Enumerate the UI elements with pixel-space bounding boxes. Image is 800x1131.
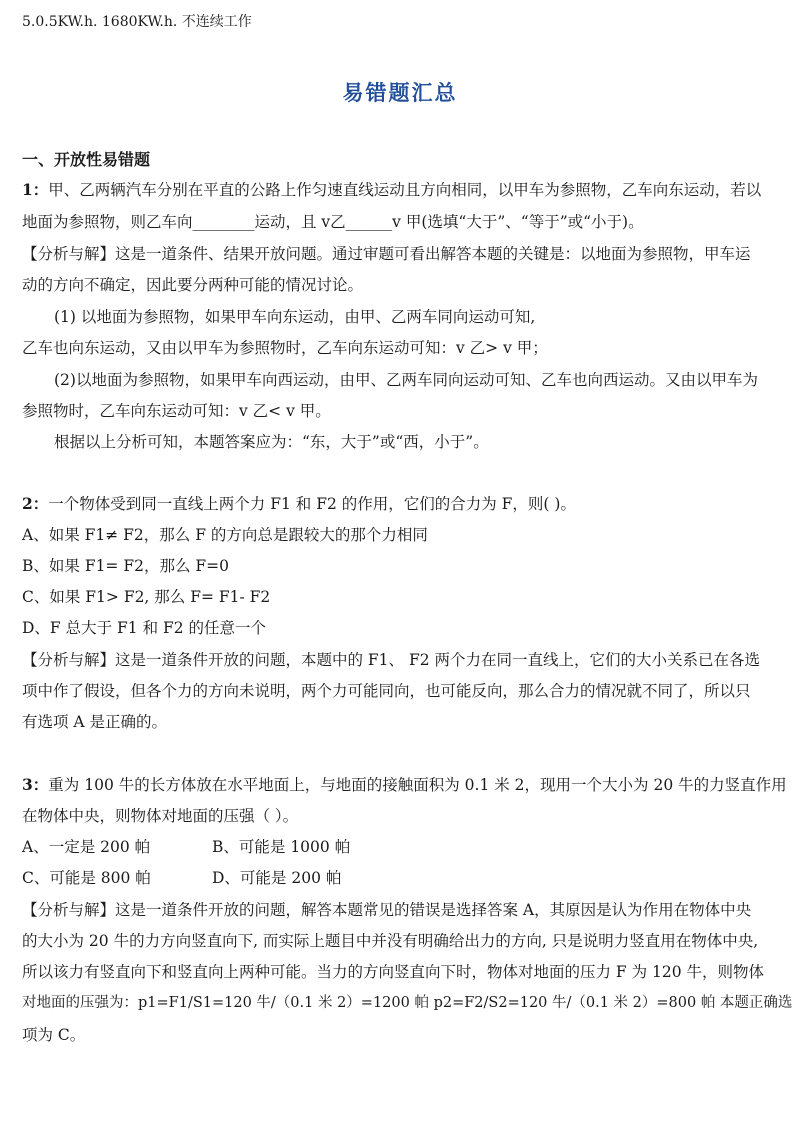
q3-number: 3： <box>22 775 49 794</box>
q3-option-b: B、可能是 1000 帕 <box>212 838 351 856</box>
q1-stem1: 甲、乙两辆汽车分别在平直的公路上作匀速直线运动且方向相同，以甲车为参照物，乙车向东运动，若以 <box>48 181 762 199</box>
q2-stem <box>22 494 576 514</box>
q1-line2: 地面为参照物，则乙车向________运动，且 v乙______v 甲(选填“大于”、“等于”或“小于)。 <box>22 213 644 231</box>
q1-analysis1: 【分析与解】这是一道条件、结果开放问题。通过审题可看出解答本题的关键是：以地面为参照物，甲车运 <box>22 245 751 263</box>
q2-analysis3: 有选项 A 是正确的。 <box>22 713 168 731</box>
q3-analysis2: 的大小为 20 牛的力方向竖直向下, 而实际上题目中并没有明确给出力的方向, 只是说明力竖直用在物体中央, <box>22 932 759 950</box>
q3-stem1-text: 重为 100 牛的长方体放在水平地面上，与地面的接触面积为 0.1 米 2，现用一个大小为 20 牛的力竖直作用 <box>48 776 787 794</box>
q1-number: 1： <box>22 180 49 199</box>
q1-answer: 根据以上分析可知，本题答案应为：“东，大于”或“西，小于”。 <box>54 433 489 451</box>
page-title: 易错题汇总 <box>342 80 458 105</box>
q3-stem1 <box>22 775 787 795</box>
q1-line1 <box>22 180 761 200</box>
q1-analysis2: 动的方向不确定，因此要分两种可能的情况讨论。 <box>22 276 364 294</box>
q2-option-d: D、F 总大于 F1 和 F2 的任意一个 <box>22 619 267 637</box>
q2-stem-text: 一个物体受到同一直线上两个力 F1 和 F2 的作用，它们的合力为 F，则( )。 <box>48 495 576 513</box>
q1-case1b: 乙车也向东运动，又由以甲车为参照物时，乙车向东运动可知：v 乙> v 甲； <box>22 339 548 357</box>
q3-options-row2 <box>22 868 341 888</box>
q3-analysis1: 【分析与解】这是一道条件开放的问题，解答本题常见的错误是选择答案 A，其原因是认为作用在物体中央 <box>22 901 752 919</box>
q2-option-a: A、如果 F1≠ F2，那么 F 的方向总是跟较大的那个力相同 <box>22 526 428 544</box>
q3-option-c: C、可能是 800 帕 <box>22 869 151 887</box>
q2-option-b: B、如果 F1= F2，那么 F=0 <box>22 557 229 575</box>
q1-case2b: 参照物时，乙车向东运动可知：v 乙< v 甲。 <box>22 402 331 420</box>
q3-option-d: D、可能是 200 帕 <box>212 869 342 887</box>
q3-stem2: 在物体中央，则物体对地面的压强（ ）。 <box>22 807 299 825</box>
q3-analysis5: 项为 C。 <box>22 1026 86 1044</box>
q3-option-a: A、一定是 200 帕 <box>22 838 151 856</box>
q1-case1a: (1) 以地面为参照物，如果甲车向东运动，由甲、乙两车同向运动可知, <box>54 308 536 326</box>
section-heading: 一、开放性易错题 <box>22 150 151 169</box>
q2-number: 2： <box>22 494 49 513</box>
q2-option-c: C、如果 F1> F2, 那么 F= F1- F2 <box>22 588 271 606</box>
q1-case2a: (2)以地面为参照物，如果甲车向西运动，由甲、乙两车同向运动可知、乙车也向西运动。又由以甲车为 <box>54 371 758 389</box>
q3-options-row1 <box>22 837 350 857</box>
q2-analysis2: 项中作了假设，但各个力的方向未说明，两个力可能同向，也可能反向，那么合力的情况就不同了，所以只 <box>22 682 751 700</box>
header-line: 5.0.5KW.h. 1680KW.h. 不连续工作 <box>22 14 252 30</box>
q3-analysis3: 所以该力有竖直向下和竖直向上两种可能。当力的方向竖直向下时，物体对地面的压力 F 为 120 牛，则物体 <box>22 963 765 981</box>
q3-analysis4: 对地面的压强为：p1=F1/S1=120 牛/（0.1 米 2）=1200 帕 p2=F2/S2=120 牛/（0.1 米 2）=800 帕 本题正确选 <box>22 995 793 1011</box>
q2-analysis1: 【分析与解】这是一道条件开放的问题，本题中的 F1、 F2 两个力在同一直线上，它们的大小关系已在各选 <box>22 651 761 669</box>
